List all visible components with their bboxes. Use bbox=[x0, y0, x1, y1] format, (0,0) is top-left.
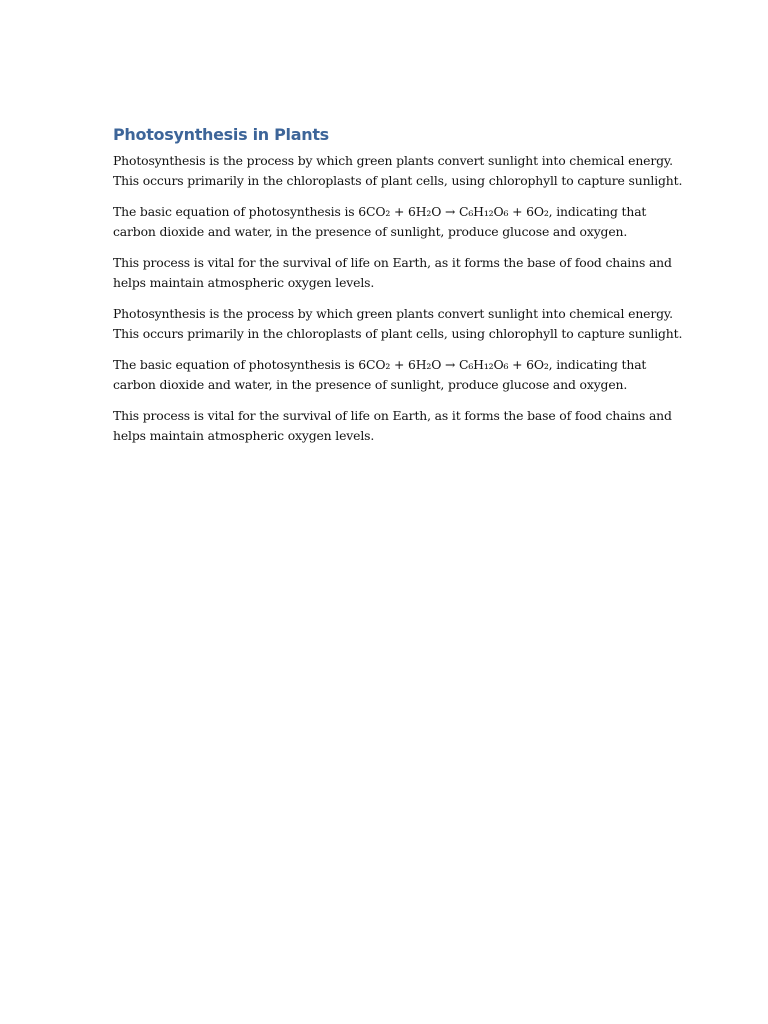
paragraph bbox=[113, 406, 673, 445]
paragraph-line: helps maintain atmospheric oxygen levels. bbox=[113, 274, 375, 290]
paragraph bbox=[113, 202, 673, 241]
paragraph-line: The basic equation of photosynthesis is 6CO₂ + 6H₂O → C₆H₁₂O₆ + 6O₂, indicating that bbox=[113, 204, 647, 219]
paragraph bbox=[113, 253, 673, 292]
paragraph bbox=[113, 304, 683, 343]
document-title: Photosynthesis in Plants bbox=[113, 125, 329, 144]
paragraph-line: carbon dioxide and water, in the presence of sunlight, produce glucose and oxygen. bbox=[113, 223, 628, 239]
paragraph-line: This occurs primarily in the chloroplasts of plant cells, using chlorophyll to capture sunlight. bbox=[113, 325, 683, 341]
paragraph-line: The basic equation of photosynthesis is 6CO₂ + 6H₂O → C₆H₁₂O₆ + 6O₂, indicating that bbox=[113, 357, 647, 372]
paragraph-line: Photosynthesis is the process by which green plants convert sunlight into chemical energy. bbox=[113, 306, 673, 321]
paragraph-line: Photosynthesis is the process by which green plants convert sunlight into chemical energy. bbox=[113, 153, 673, 168]
paragraph-line: This process is vital for the survival of life on Earth, as it forms the base of food chains and bbox=[113, 255, 672, 270]
paragraph-line: helps maintain atmospheric oxygen levels. bbox=[113, 427, 375, 443]
paragraph bbox=[113, 355, 673, 394]
paragraph-line: This occurs primarily in the chloroplasts of plant cells, using chlorophyll to capture sunlight. bbox=[113, 172, 683, 188]
document-page bbox=[113, 124, 683, 457]
paragraph-line: carbon dioxide and water, in the presence of sunlight, produce glucose and oxygen. bbox=[113, 376, 628, 392]
paragraph bbox=[113, 151, 683, 190]
paragraph-line: This process is vital for the survival of life on Earth, as it forms the base of food chains and bbox=[113, 408, 672, 423]
